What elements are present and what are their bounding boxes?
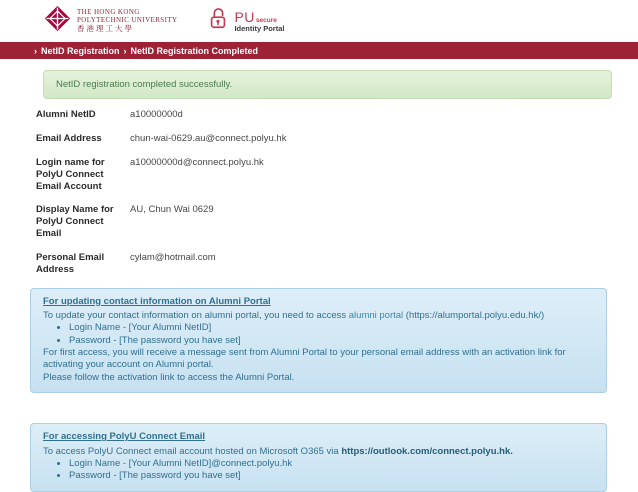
open-lock-icon [207, 7, 229, 36]
field-row-connect-login-name [36, 157, 612, 193]
alumni-portal-intro [43, 310, 594, 322]
breadcrumb [0, 42, 638, 59]
pusecure-logo[interactable] [207, 7, 284, 36]
connect-email-credentials-list [43, 458, 594, 483]
registration-details [36, 109, 612, 276]
pusecure-subtitle: Identity Portal [234, 24, 285, 33]
polyu-diamond-icon [44, 5, 71, 37]
pusecure-pu-text: PU [234, 8, 255, 25]
field-row-alumni-netid [36, 109, 612, 121]
polyu-name-line1: THE HONG KONG [77, 8, 140, 17]
pusecure-wordmark [234, 10, 284, 33]
polyu-name-chinese: 香港理工大學 [77, 23, 134, 33]
intro-text: To access PolyU Connect email account hosted on Microsoft O365 via [43, 445, 342, 457]
intro-text: To update your contact information on alumni portal, you need to access [43, 310, 349, 322]
info-box-connect-email [30, 423, 607, 491]
field-label: Display Name for PolyU Connect Email [36, 204, 114, 240]
field-value: cylam@hotmail.com [130, 252, 216, 263]
list-item-login-name: • Login Name - [Your Alumni NetID]@connect.polyu.hk [69, 458, 594, 470]
success-alert-message: NetID registration completed successfully. [56, 79, 233, 90]
breadcrumb-separator: › [34, 45, 37, 56]
field-label: Email Address [36, 132, 102, 144]
field-label: Login name for PolyU Connect Email Account [36, 156, 105, 192]
list-item-password: • Password - [The password you have set] [69, 470, 594, 482]
alumni-portal-activation-note: Please follow the activation link to access the Alumni Portal. [43, 371, 295, 383]
polyu-name [77, 9, 177, 33]
field-value: AU, Chun Wai 0629 [130, 204, 214, 216]
connect-email-intro [43, 446, 594, 458]
alumni-portal-link[interactable]: alumni portal [348, 310, 404, 322]
intro-url-text: (https://alumportal.polyu.edu.hk/) [403, 310, 545, 322]
field-row-personal-email [36, 252, 612, 276]
breadcrumb-item-current-page: NetID Registration Completed [130, 45, 259, 56]
field-row-display-name [36, 204, 612, 240]
info-box-alumni-portal [30, 288, 607, 393]
connect-email-info-link[interactable]: For accessing PolyU Connect Email [43, 431, 206, 443]
polyu-logo[interactable] [44, 5, 177, 37]
header [0, 0, 638, 42]
list-item-password: • Password - [The password you have set] [69, 335, 594, 347]
field-label: Personal Email Address [36, 252, 105, 275]
alumni-portal-credentials-list [43, 322, 594, 347]
breadcrumb-separator: › [123, 45, 127, 56]
breadcrumb-item-netid-registration[interactable]: NetID Registration [41, 45, 120, 56]
field-value: a10000000d [130, 109, 183, 120]
outlook-url: https://outlook.com/connect.polyu.hk. [341, 445, 513, 457]
field-row-email-address [36, 133, 612, 145]
list-item-login-name: • Login Name - [Your Alumni NetID] [69, 322, 594, 334]
success-alert [43, 70, 612, 99]
field-value: chun-wai-0629.au@connect.polyu.hk [130, 132, 287, 144]
alumni-portal-info-link[interactable]: For updating contact information on Alumni Portal [43, 295, 271, 307]
pusecure-secure-text: secure [255, 16, 277, 24]
polyu-name-line2: POLYTECHNIC UNIVERSITY [77, 15, 178, 24]
field-label: Alumni NetID [36, 109, 96, 120]
alumni-portal-first-access-note: For first access, you will receive a message sent from Alumni Portal to your personal email address with an activation link for activating your account on Alumni portal. [43, 347, 566, 371]
field-value: a10000000d@connect.polyu.hk [130, 156, 264, 168]
